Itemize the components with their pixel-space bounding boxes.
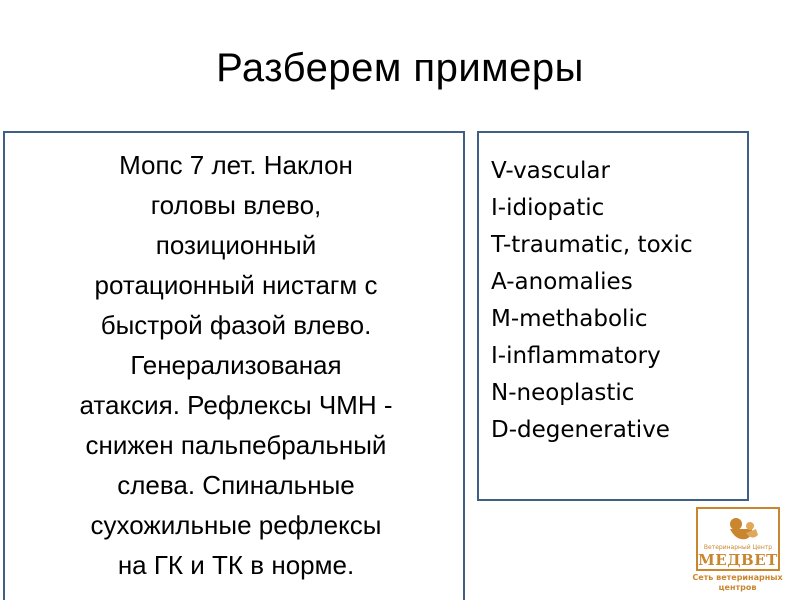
logo-tagline bbox=[690, 573, 785, 593]
list-item: T-traumatic, toxic bbox=[491, 232, 693, 258]
vitamin-d-mnemonic-box bbox=[477, 131, 749, 501]
case-line: головы влево, bbox=[150, 190, 322, 220]
list-item: I-inflammatory bbox=[491, 343, 661, 369]
medvet-logo bbox=[690, 505, 785, 595]
case-line: слева. Спинальные bbox=[117, 470, 355, 500]
case-line: атаксия. Рефлексы ЧМН - bbox=[79, 390, 393, 420]
list-item: D-degenerative bbox=[491, 417, 670, 443]
logo-frame bbox=[696, 507, 780, 571]
logo-tagline-line: Сеть ветеринарных bbox=[692, 573, 783, 582]
case-description-text bbox=[5, 145, 467, 585]
case-line: быстрой фазой влево. bbox=[100, 310, 372, 340]
case-line: снижен пальпебральный bbox=[85, 430, 387, 460]
list-item: N-neoplastic bbox=[491, 380, 635, 406]
logo-small-text: Ветеринарный Центр bbox=[703, 544, 773, 551]
list-item: V-vascular bbox=[491, 158, 610, 184]
case-description-box bbox=[3, 131, 465, 600]
case-line: Генерализованая bbox=[130, 350, 342, 380]
slide-title: Разберем примеры bbox=[216, 46, 584, 90]
dog-cat-icon bbox=[722, 515, 762, 543]
logo-tagline-line: центров bbox=[718, 583, 757, 592]
case-line: ротационный нистагм с bbox=[94, 270, 378, 300]
case-line: сухожильные рефлексы bbox=[90, 510, 382, 540]
case-line: Мопс 7 лет. Наклон bbox=[119, 150, 353, 180]
vitamin-d-list bbox=[491, 153, 693, 449]
list-item: I-idiopatic bbox=[491, 195, 605, 221]
logo-name: МЕДВЕТ bbox=[698, 551, 778, 569]
case-line: позиционный bbox=[155, 230, 317, 260]
case-line: на ГК и ТК в норме. bbox=[117, 550, 355, 580]
list-item: A-anomalies bbox=[491, 269, 633, 295]
list-item: M-methabolic bbox=[491, 306, 648, 332]
